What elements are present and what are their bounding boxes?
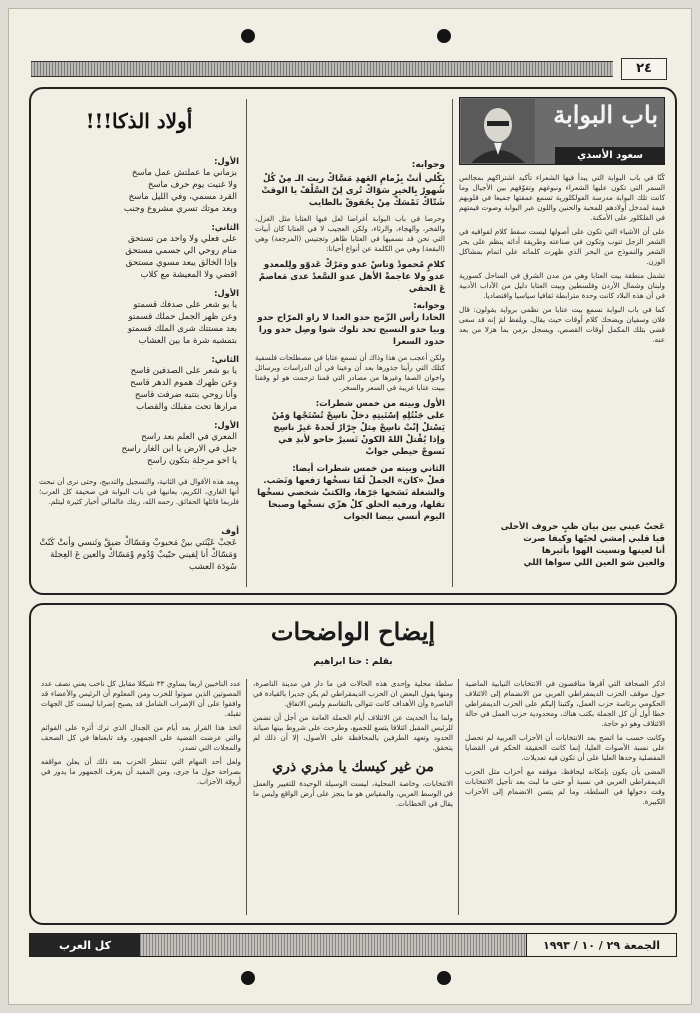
- article-paragraph: سلطة محلية وإحدى هذه الحالات في ما دار في مدينة الناصرة، ومنها يقول البعض ان الحزب الديمقراطي لم يكن جديرا بالقيادة في الناصرة وأن الأهداف كانت تتوالى بالتقاسم وليس الاتفاق.: [253, 679, 453, 708]
- article-paragraph: اتخذ هذا القرار بعد أيام من الجدال الذي ترك أثره على القوائم والتي عرضت القضية على الجمهور، وقد تابعناها في كل الصحف والمجلات التي تصدر.: [41, 723, 241, 752]
- binding-hole: [437, 29, 451, 43]
- poem-text: عَجبْ عَيْنَتي بينْ مَحبوبْ ومَسّاكْ ضيقْ وتَنسي وأنتْ كَنّتْ وَمَسّاكْ أنا لِفيني حبّيبْ وْدُوم وْمَسّاكْ والعين عَ العِجلة سُودَة العشب: [39, 538, 237, 572]
- poem-label: أوف: [221, 526, 239, 536]
- left-column-title: أولاد الذكا!!!: [85, 109, 193, 133]
- left-column-bottom-poem: [39, 519, 239, 589]
- article-paragraph: ولعل أحد المهام التي تنتظر الحزب بعد ذلك أن يعلن مواقفه بصراحة حول ما جرى، ومن المفيد أن يعرف الجمهور ما يدور في أروقة الأحزاب.: [41, 757, 241, 786]
- column-divider: [246, 679, 247, 915]
- article-column: [465, 679, 665, 919]
- footer-brand: كل العرب: [30, 934, 140, 956]
- verse-line: وعن ظهر الجمل حملك قسمتو: [128, 312, 237, 322]
- left-column-dialogue: [39, 149, 239, 469]
- article-paragraph: ولما بدأ الحديث عن الائتلاف أيام الحملة العامة من أجل أن تضمن للرئيس المقبل ائتلافا يتسع للجميع، وطرحت على شروط بينها صيانة الحدود وتعهد الطرفين بالمحافظة على الأصول، إلا أن ذلك لم يتحقق.: [253, 713, 453, 752]
- speaker-label: الثاني:: [211, 222, 239, 232]
- verse-line: على فعلي ولا واحد من تستحق: [128, 234, 237, 244]
- logo-text: باب البوابة: [553, 100, 658, 129]
- article-paragraph: المضى بأن يكون بإمكانه ليحافظ، موقفه مع أحزاب مثل الحزب الديمقراطي العربي في نسبة أو حتى ما لبث بعد تأجيل الانتخابات وقت دخولها في السلطة، وما لم يتسن الانضمام إلى الأحزاب الكبيرة.: [465, 767, 665, 806]
- article-paragraph: وكانت حسب ما اتضح بعد الانتخابات أن الأحزاب العربية لم تحصل على نسبة الأصوات العليا، إنما كانت الحقيقة الحكم في القضايا المفصلية وحدها العليا على أن تكون فيه تعديلات.: [465, 733, 665, 762]
- footer-rule: [140, 934, 526, 956]
- binding-hole: [241, 971, 255, 985]
- article-byline: بقلم : حنا ابراهيم: [313, 657, 393, 667]
- article-title: إيضاح الواضحات: [270, 617, 436, 646]
- verse-line: اقضي ولا المعيشة مع كلاب: [140, 270, 237, 280]
- middle-heading: الثاني وبيته من خمس شطرات أيضا:: [292, 464, 445, 474]
- intro-paragraph: كما في باب البوابة نسمع بيت عتابا من نظمي برواية يقولون: قال فلان وسفيان ويضحك كلام أوقات حيث يقال، ويلفظ لمَ إنه قد سعى قضى بتلك المكمل أوقات القصص، ويسجل بزمن بما هزلا من بعد عنه.: [459, 305, 665, 344]
- verse-line: يا بو شعر على صدفك قسمتو: [133, 300, 237, 310]
- page-number: ٢٤: [621, 58, 667, 80]
- speaker-label: الأول:: [214, 288, 239, 298]
- verse-line: القرد مسمي، وفي الليل ماسخ: [128, 192, 237, 202]
- column-divider: [458, 679, 459, 915]
- author-portrait: [461, 99, 535, 163]
- middle-stanza: فعلْ «كان» الجملْ لَمّا نسخْها رَفعها وَنَصَب. والشغلة نَسَخها جَرّها، والكتبْ شخصي نسخْها تقلها، ورفيه الحلق كلْ هزّي نسخْها وصبحا اليوم أنسي بيضا الجواب: [257, 476, 445, 522]
- speaker-label: الأول:: [214, 156, 239, 166]
- verse-line: جبل في الارض يا ابن الغار راسح: [121, 444, 237, 454]
- middle-paragraph: وحرصا في باب البوابة أغراضا لعل فيها العتابا مثل الغزل، والفخر، والهجاء، والرثاء، ولكن العجيب لا في العتابا كان أبيات التي نحن قد نسميها في العتابا ظاهر وتجنيس (المرجعة) وهي (البقعة) وهي من الكلمة عن أنواع أحيانا:: [255, 214, 445, 253]
- verse-line: وبعد موتك تسري مشروع وجنب: [123, 204, 237, 214]
- column-divider: [246, 99, 247, 587]
- verse-line: [39, 467, 239, 469]
- article-paragraph: الانتخابات، وخاصة المحلية، ليست الوسيلة الوحيدة للتغيير والعمل في الوسط العربي، والمقياس هو ما ينجز على أرض الواقع وليس ما يقال في الخطابات.: [253, 779, 453, 808]
- page-footer: [29, 933, 677, 957]
- middle-heading: وجوابه:: [411, 160, 445, 170]
- intro-paragraph: تشمل منطقة بيت العتابا وهي من مدن الشرق في الساحل كسورية ولبنان وشمال الأردن وفلسطين وبيت العتابا دليل من الآداب الأدبية في أن هذه البلاد كانت وحدة مترابطة ثقافيا سياسيا واقتصاديا.: [459, 271, 665, 300]
- article-column: [253, 679, 453, 919]
- verse-line: مرارها تحت مقبلك والقصاب: [136, 402, 237, 412]
- verse-line: وأنا روحي بتتبه ضرفت قاسح: [134, 390, 237, 400]
- middle-column: [255, 159, 445, 589]
- middle-stanza: الحادا رأس الزّمح حدو العدا لا راو المرّاح حدو وبيا حدو النسيج تحد تلوك شوا وصِل حدو ورا حدود السعرا: [257, 313, 445, 347]
- binding-hole: [241, 29, 255, 43]
- middle-heading: وجوابه:: [413, 301, 445, 311]
- binding-hole: [437, 971, 451, 985]
- verse-line: وعن ظهرك هموم الدهر قاسح: [130, 378, 237, 388]
- middle-stanza: بِكْلي أنتْ بِزْمامِ العَهدِ مَسَّاكْ ريت الـ مِنْ كُلْ شُهورْ بِالخيرِ سَوّاكْ تُرى لِنّ السَّلْفْ يا الوقتْ شَتّاكْ تَمْسَكْ مِنْ بِحُقوقْ بالطايب: [261, 174, 445, 208]
- header-rule: [31, 61, 613, 77]
- verse-line: يا اخو مرحلة بتكون راسح: [147, 456, 237, 466]
- footer-date: الجمعة ٢٩ / ١٠ / ١٩٩٣: [526, 934, 676, 956]
- article-paragraph: اذكر الصحافة التي أقرها مناقصون في الانتخابات النيابية الماضية حول موقف الحزب الديمقراطي العربي من الانضمام إلى الائتلاف الحكومي برئاسة حزب العمل، وكتبنا إليكم على الحزب الديمقراطي خطا أول أن كل الجملة بكتب هناك، ومحدودية حزب العمل في حالة الائتلاف وهو ذو حاجة.: [465, 679, 665, 728]
- speaker-label: الأول:: [214, 420, 239, 430]
- newspaper-page: [8, 8, 692, 1005]
- intro-paragraph: كُنّا في باب البوابة التي يبدأ فيها الشعراء تأكيد اشتراكهم بمجالس السمر التي تكون عليها الشعراء ونبوغهم وتفوّقهم بين الأجيال وما كانت تلك البوابة مدرسة الفولكلورية تسمع عمقتها جميعا في قلوبهم قيمة لمدخل أولادهم للمحبة والحنين واللون عبر البوابة وصوت قيمتهم في الفلكلور على الأمكنة.: [459, 173, 665, 222]
- middle-stanza: كلامٍ مُحمودْ وَتاسْ عدو ومَرْكْ عَدوّو ولِلمعدو عدو ولا عاجمةْ الأهل عدو السَّعدْ عدى مَعاصمْ عَ الحقي: [258, 260, 445, 294]
- portrait-icon: [461, 99, 535, 163]
- intro-text: [459, 173, 665, 513]
- author-name: سعود الأسدي: [555, 147, 665, 165]
- middle-stanza: على جَنْتُلِهِ إسْتَيتِهِ دخلْ ناسِجْ تُسْتَجْها وَمْنْ يَسْتلْ إنْتْ ناسِجْ مِثلْ جِرّارْ لَحدهْ غيرْ ناسِج وإذا يُقْتلْ اللهْ الكونْ تَسيرْ حاحو لأبدِ في نَسوجْ حيطي جوابْ: [271, 411, 445, 457]
- verse-line: بعد مستتك شرى الملك قسمتو: [127, 324, 237, 334]
- verse-line: المعري في العلم بعد راسح: [141, 432, 237, 442]
- poem-line: والعين شو العين اللي سواها اللي: [523, 558, 665, 568]
- article-column: [41, 679, 241, 919]
- poem-line: فيا قلبي إمشي لحيّها وكيفا صرت: [523, 534, 665, 544]
- speaker-label: الثاني:: [211, 354, 239, 364]
- verse-line: بتمشيه شرة ما بين العشاب: [138, 336, 237, 346]
- verse-line: منام روحي الي جسمي مستحق: [125, 246, 237, 256]
- article-paragraph: عدد الناخبين اربعا يساوي ٣٣ شيكلا مقابل كل ناخب يعني نصف عدد المصوتين الذين صوتوا للحزب ومن المعلوم أن الرئيس والأعضاء قد وافقوا على أن الإضراب الشامل قد يصبح إضرابا ليست كل الجهات تقبله.: [41, 679, 241, 718]
- verse-line: يا بو شعر على الصدفين قاسح: [130, 366, 237, 376]
- middle-heading: الأول وبيته من خمس شطرات:: [315, 399, 445, 409]
- intro-paragraph: على أن الأشياء التي تكون على أصولها ليست سقط كلام لقوافيه في الشعر الزجل تنوب وتكون في صناعته وطريقة أدائه ينظم على بحر الشعر والنموذج من البحر الذي ظهرت كلماته على اتمام بمشاكل الوزن.: [459, 227, 665, 266]
- column-divider: [452, 99, 453, 587]
- verse-line: وإذا الخالق يبعد مسوي مستحق: [125, 258, 237, 268]
- poem-line: عَجبٌ عيني بين بيان ظبٍ حروف الأحلى: [500, 522, 665, 532]
- article-subheading: من غير كيسك يا مذري ذري: [272, 759, 434, 775]
- poem-line: أنا لعينها ونسيت الهوا بأثيرها: [541, 546, 665, 556]
- article-section: [29, 603, 677, 925]
- verse-line: ولا غنيت يوم حرف ماسخ: [147, 180, 237, 190]
- intro-poem: [459, 521, 665, 591]
- left-column-closing: ويعد هذه الأقوال في الثانية، والتسجيل والتدبيج، وحتى نرى أن نبحث أنها الغاري، الكريم، يعانيها في باب البوابة في صحيفة كل العرب؛ فلربما قائلها الحقائق. رحمه الله، ربتك عالمالي أخيار كثيرة ليتلم.: [39, 477, 239, 506]
- verse-line: بزماني ما عملتش عمل ماسخ: [131, 168, 237, 178]
- column-section: [29, 87, 677, 595]
- middle-paragraph: ولكن أعجب من هذا وذاك أن تسمع عتابا في مصطلحات فلسفية كتلك التي رأينا جذورها بعد أن وعينا في أن الدراسات وبرسائل واخوان الصفا وغيرها من مصادر التي قمنا ترجمت هو لو وقفنا ببيت عتابا غريبة في السعر والسخر.: [255, 353, 445, 392]
